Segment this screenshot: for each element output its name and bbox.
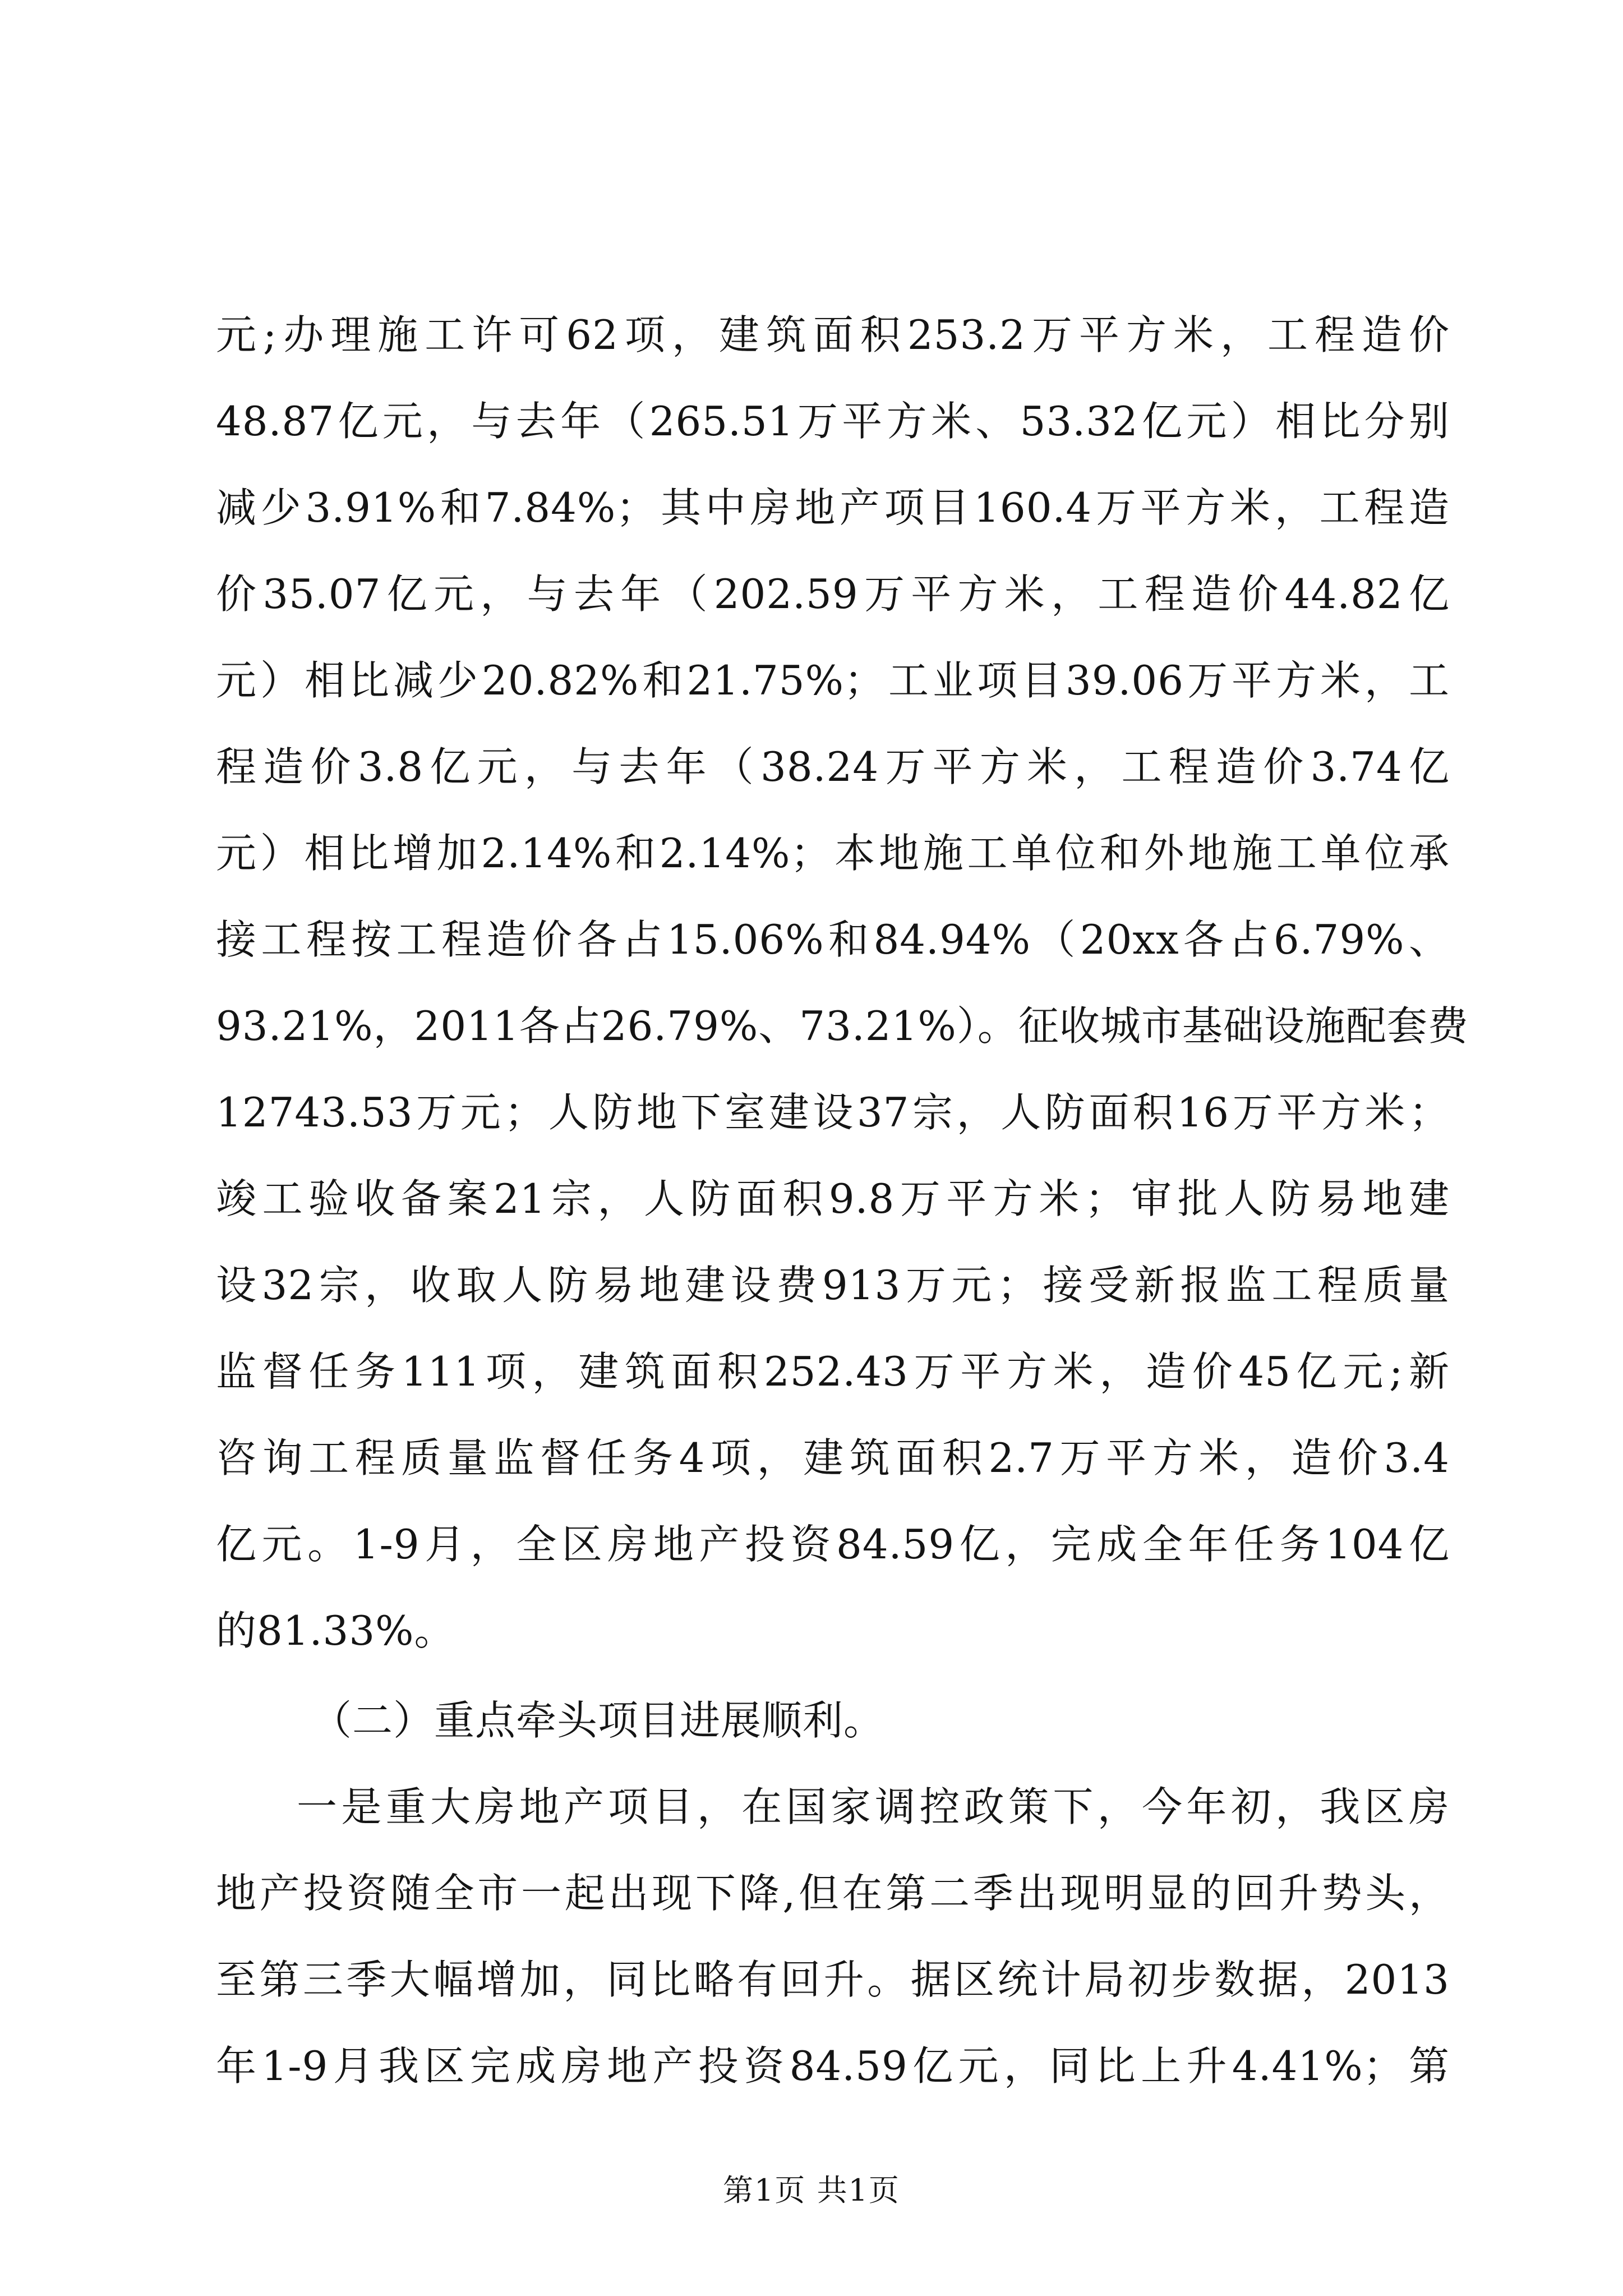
text-line: 至第三季大幅增加，同比略有回升。据区统计局初步数据，2013 bbox=[216, 1956, 1450, 2003]
text-line: 48.87亿元，与去年（265.51万平方米、53.32亿元）相比分别 bbox=[216, 398, 1450, 445]
text-line: 竣工验收备案21宗，人防面积9.8万平方米；审批人防易地建 bbox=[216, 1175, 1450, 1222]
text-line: 元;办理施工许可62项，建筑面积253.2万平方米，工程造价 bbox=[216, 311, 1450, 358]
text-line: 监督任务111项，建筑面积252.43万平方米，造价45亿元;新 bbox=[216, 1348, 1450, 1395]
text-line: 一是重大房地产项目，在国家调控政策下，今年初，我区房 bbox=[297, 1783, 1450, 1830]
text-line: 减少3.91%和7.84%；其中房地产项目160.4万平方米，工程造 bbox=[216, 484, 1450, 531]
text-line: 93.21%，2011各占26.79%、73.21%）。征收城市基础设施配套费 bbox=[216, 1002, 1469, 1050]
section-heading: （二）重点牵头项目进展顺利。 bbox=[311, 1697, 885, 1744]
text-line: 地产投资随全市一起出现下降,但在第二季出现明显的回升势头， bbox=[216, 1870, 1450, 1917]
text-line: 咨询工程质量监督任务4项，建筑面积2.7万平方米，造价3.4 bbox=[216, 1434, 1450, 1481]
text-line: 接工程按工程造价各占15.06%和84.94%（20xx各占6.79%、 bbox=[216, 916, 1450, 963]
text-line: 元）相比增加2.14%和2.14%；本地施工单位和外地施工单位承 bbox=[216, 830, 1450, 877]
text-line: 元）相比减少20.82%和21.75%；工业项目39.06万平方米，工 bbox=[216, 657, 1450, 704]
text-line: 年1-9月我区完成房地产投资84.59亿元，同比上升4.41%；第 bbox=[216, 2042, 1450, 2090]
page-footer: 第1页 共1页 bbox=[723, 2173, 900, 2208]
text-line: 的81.33%。 bbox=[216, 1607, 455, 1654]
text-line: 设32宗，收取人防易地建设费913万元；接受新报监工程质量 bbox=[216, 1262, 1450, 1309]
text-line: 程造价3.8亿元，与去年（38.24万平方米，工程造价3.74亿 bbox=[216, 743, 1450, 790]
text-line: 12743.53万元；人防地下室建设37宗，人防面积16万平方米； bbox=[216, 1089, 1450, 1136]
document-body bbox=[216, 292, 1469, 2109]
text-line: 亿元。1-9月，全区房地产投资84.59亿，完成全年任务104亿 bbox=[216, 1521, 1450, 1568]
text-line: 价35.07亿元，与去年（202.59万平方米，工程造价44.82亿 bbox=[216, 570, 1450, 618]
